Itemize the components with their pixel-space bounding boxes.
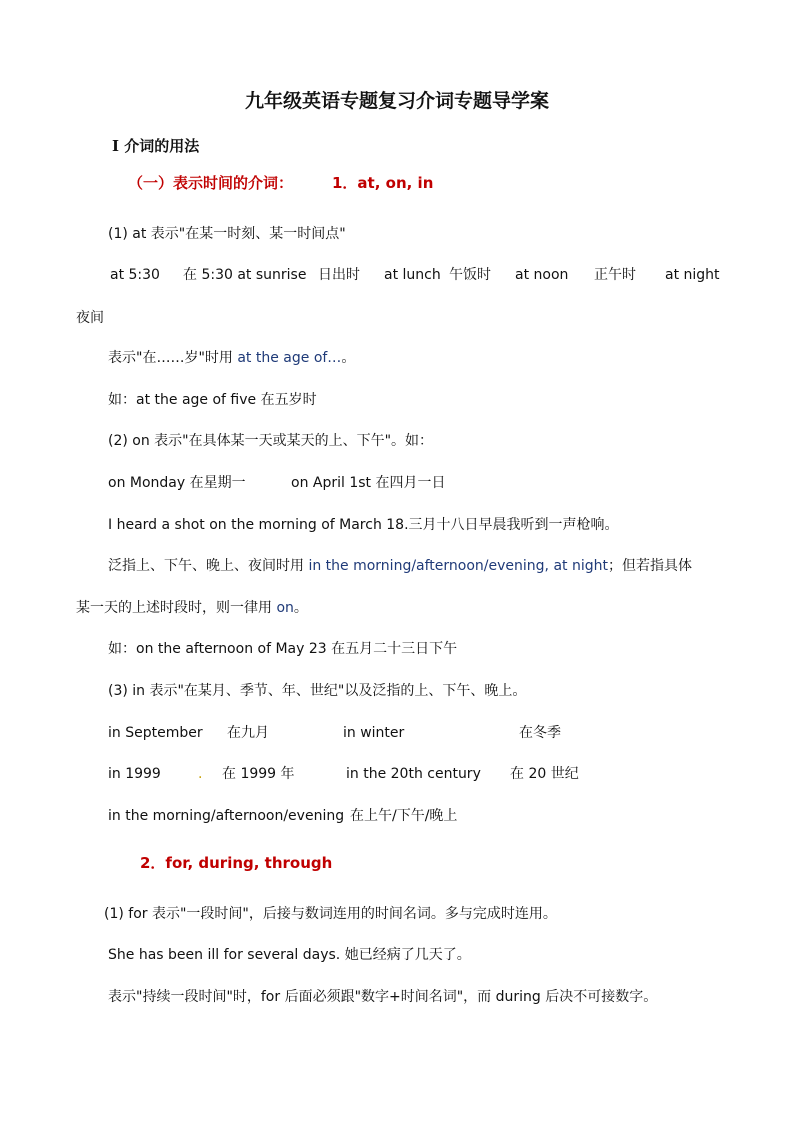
at-example: 正午时: [594, 267, 636, 283]
at-example: at lunch: [384, 267, 441, 283]
shot-sentence: I heard a shot on the morning of March 18.三月十八日早晨我听到一声枪响。: [108, 517, 619, 533]
at-example: 日出时: [318, 267, 360, 283]
at-example: at 5:30: [110, 267, 160, 283]
age-example: 如：at the age of five 在五岁时: [108, 392, 317, 408]
general-rule-prefix: 泛指上、下午、晚上、夜间时用: [108, 558, 309, 574]
general-rule-line2-prefix: 某一天的上述时段时，则一律用: [76, 600, 277, 616]
on-example: on Monday 在星期一: [108, 475, 246, 491]
age-rule-phrase: at the age of…: [237, 350, 342, 366]
at-example: 夜间: [76, 310, 104, 326]
general-rule-line2: [76, 599, 308, 617]
on-example: on April 1st 在四月一日: [291, 475, 446, 491]
in-example: 在冬季: [519, 725, 561, 741]
at-definition: (1) at 表示"在某一时刻、某一时间点": [108, 226, 346, 242]
for-example: She has been ill for several days. 她已经病了几天了。: [108, 947, 471, 963]
in-definition: (3) in 表示"在某月、季节、年、世纪"以及泛指的上、下午、晚上。: [108, 683, 527, 699]
general-rule-line2-suffix: 。: [293, 600, 308, 616]
at-example: at noon: [515, 267, 569, 283]
for-rule: 表示"持续一段时间"时，for 后面必须跟"数字+时间名词"，而 during 后决不可接数字。: [108, 989, 658, 1005]
at-example: at night: [665, 267, 720, 283]
general-rule-suffix: ；但若指具体: [607, 558, 692, 574]
in-example: in winter: [343, 725, 405, 741]
in-example: 在九月: [227, 725, 269, 741]
subsection-item-for-during-through: 2．for, during, through: [140, 854, 333, 872]
in-example-dot: .: [198, 766, 203, 782]
afternoon-example: 如：on the afternoon of May 23 在五月二十三日下午: [108, 641, 458, 657]
age-rule: [108, 349, 355, 367]
on-definition: (2) on 表示"在具体某一天或某天的上、下午"。如：: [108, 433, 434, 449]
age-rule-prefix: 表示"在……岁"时用: [108, 350, 238, 366]
for-definition: (1) for 表示"一段时间"，后接与数词连用的时间名词。多与完成时连用。: [104, 906, 557, 922]
in-example: in 1999: [108, 766, 161, 782]
section-heading-usage: I 介词的用法: [112, 137, 200, 155]
general-rule-line1: [108, 557, 692, 575]
page-title: 九年级英语专题复习介词专题导学案: [244, 90, 549, 112]
subsection-time-prepositions: [128, 174, 293, 192]
subsection-item-at-on-in: 1．at, on, in: [332, 174, 434, 192]
general-rule-phrase: in the morning/afternoon/evening, at night: [308, 558, 608, 574]
in-example: 在上午/下午/晚上: [350, 808, 458, 824]
age-rule-suffix: 。: [341, 350, 356, 366]
subsection-label: （一）表示时间的介词：: [128, 174, 294, 192]
at-example: 在 5:30 at sunrise: [183, 267, 307, 283]
at-example: 午饭时: [449, 267, 491, 283]
in-example: 在 1999 年: [222, 766, 295, 782]
in-example: in September: [108, 725, 203, 741]
general-rule-line2-phrase: on: [276, 600, 294, 616]
in-example: in the 20th century: [346, 766, 481, 782]
in-example: 在 20 世纪: [510, 766, 579, 782]
in-example: in the morning/afternoon/evening: [108, 808, 345, 824]
